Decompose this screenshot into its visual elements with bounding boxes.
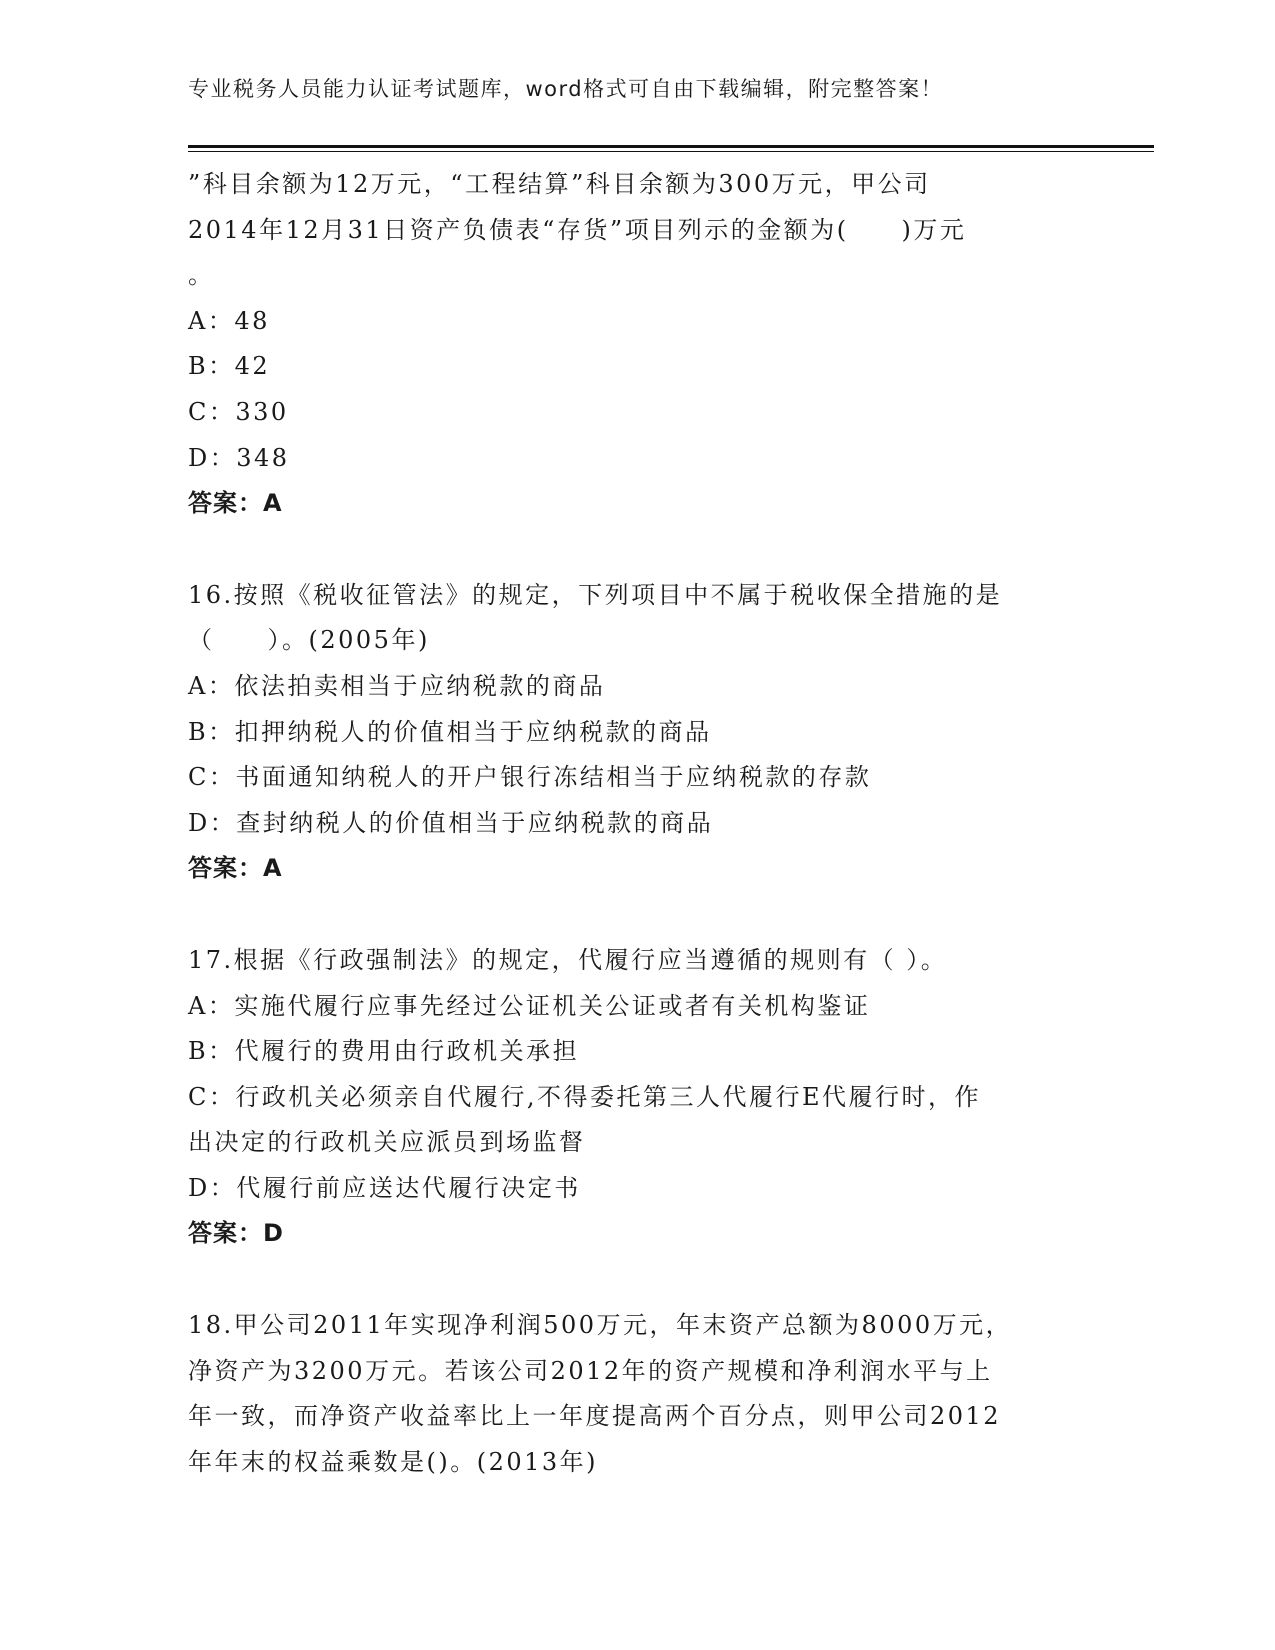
option-c: C：330 (188, 397, 289, 426)
option-d: D：查封纳税人的价值相当于应纳税款的商品 (188, 808, 714, 837)
header-rule-thick (188, 145, 1154, 148)
answer-line: 答案：A (188, 489, 283, 518)
option-c: C：书面通知纳税人的开户银行冻结相当于应纳税款的存款 (188, 763, 872, 792)
option-c: C：行政机关必须亲自代履行,不得委托第三人代履行E代履行时，作 (188, 1082, 982, 1111)
question-17 (188, 938, 1088, 1257)
option-d: D：代履行前应送达代履行决定书 (188, 1173, 581, 1202)
option-a: A：48 (188, 306, 270, 335)
question-stem-line: 。 (188, 261, 215, 290)
option-a: A：实施代履行应事先经过公证机关公证或者有关机构鉴证 (188, 991, 871, 1020)
question-spacer (188, 527, 1088, 573)
option-b: B：42 (188, 352, 271, 381)
option-c-continued: 出决定的行政机关应派员到场监督 (188, 1128, 586, 1157)
question-spacer (188, 1257, 1088, 1303)
header-rule-thin (188, 151, 1154, 152)
question-stem-line: 17.根据《行政强制法》的规定，代履行应当遵循的规则有（ ）。 (188, 945, 948, 974)
option-d: D：348 (188, 443, 290, 472)
question-stem-line: ”科目余额为12万元，“工程结算”科目余额为300万元，甲公司 (188, 170, 931, 198)
question-18 (188, 1303, 1088, 1485)
question-stem-line: （ ）。(2005年) (188, 626, 430, 655)
option-b: B：扣押纳税人的价值相当于应纳税款的商品 (188, 717, 712, 746)
question-15 (188, 162, 1088, 527)
question-stem-line: 年年末的权益乘数是()。(2013年) (188, 1447, 599, 1476)
question-spacer (188, 892, 1088, 938)
question-stem-line: 18.甲公司2011年实现净利润500万元，年末资产总额为8000万元， (188, 1311, 1013, 1340)
option-b: B：代履行的费用由行政机关承担 (188, 1037, 580, 1066)
answer-line: 答案：A (188, 854, 283, 883)
question-stem-line: 年一致，而净资产收益率比上一年度提高两个百分点，则甲公司2012 (188, 1402, 1002, 1431)
page-header: 专业税务人员能力认证考试题库，word格式可自由下载编辑，附完整答案！ (188, 77, 944, 101)
option-a: A：依法拍卖相当于应纳税款的商品 (188, 671, 606, 700)
question-16 (188, 573, 1088, 892)
question-stem-line: 净资产为3200万元。若该公司2012年的资产规模和净利润水平与上 (188, 1356, 993, 1385)
question-stem-line: 2014年12月31日资产负债表“存货”项目列示的金额为( )万元 (188, 215, 967, 244)
document-body (188, 162, 1088, 1485)
answer-line: 答案：D (188, 1219, 284, 1248)
question-stem-line: 16.按照《税收征管法》的规定，下列项目中不属于税收保全措施的是 (188, 580, 1003, 609)
